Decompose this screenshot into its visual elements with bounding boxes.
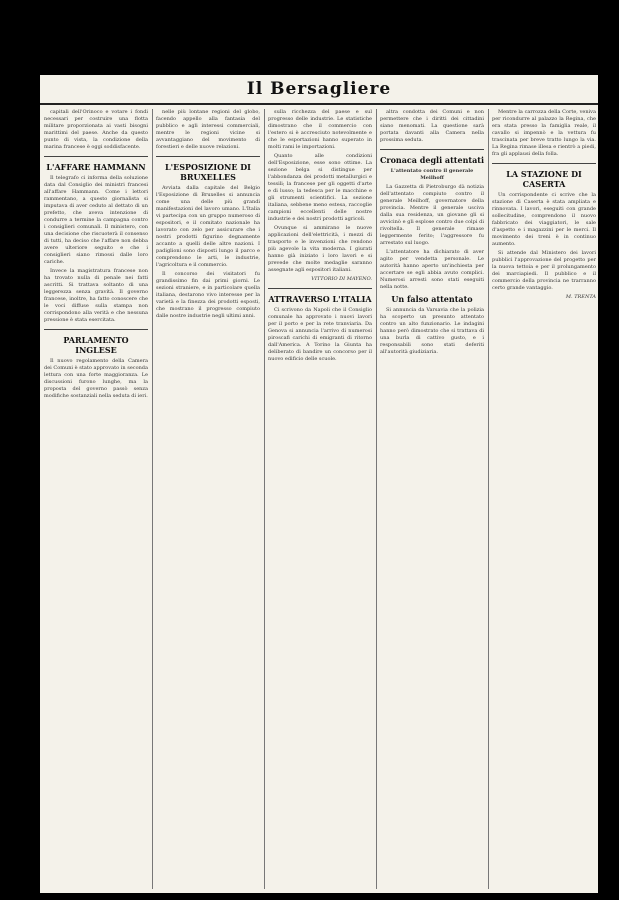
headline-caserta: LA STAZIONE DI CASERTA: [506, 169, 582, 189]
divider: [492, 163, 596, 164]
article-text: Avviata dalla capitale del Belgio l'Esposizione di Bruxelles si annuncia come una delle più grandi manifestazioni del lavoro umano. L'Italia vi partecipa con un gruppo numeroso di espositori, e il comitato nazionale ha lavorato con zelo per assicurare che i nostri prodotti figurino degnamente accanto a quelli delle altre nazioni. I padiglioni sono disposti lungo il parco e comprendono le arti, le industrie, l'agricoltura e il commercio.: [156, 185, 260, 268]
article-text: capitali dell'Orinoco e votare i fondi necessari per costruire una flotta militare proporzionata ai vasti bisogni marittimi del paese. Anche da questo punto di vista, la condizione della marina francese è oggi soddisfacente.: [44, 109, 148, 150]
masthead-title: Il Bersagliere: [246, 79, 392, 99]
article-text: L'attentatore ha dichiarato di aver agito per vendetta personale. Le autorità hanno aperto un'inchiesta per accertare se egli abbia avuto complici. Numerosi arresti sono stati eseguiti nella notte.: [380, 249, 484, 290]
divider: [44, 329, 148, 330]
column-1: [44, 109, 148, 889]
divider: [268, 288, 372, 289]
columns: [44, 109, 594, 889]
article-text: sulla ricchezza del paese e sul progresso delle industrie. Le statistiche dimostrano che il commercio con l'estero si è accresciuto notevolmente e che le esportazioni hanno superato in molti rami le importazioni.: [268, 109, 372, 150]
headline-esposizione: L'ESPOSIZIONE DI BRUXELLES: [165, 162, 251, 182]
article-text: Il telegrafo ci informa della soluzione data dal Consiglio dei ministri francesi all'affare Hammann. Come i lettori rammentano, a questo giornalista si imputava di aver ceduto al dettato di un prefetto, che aveva intenzione di condurre a termine la campagna contro i consiglieri comunali. Il ministero, con una decisione che riscuoterà il consenso di tutti, ha deciso che l'affare non debba avere ulteriore seguito e che i consiglieri siano rimossi dalle loro cariche.: [44, 175, 148, 265]
article-text: Si attende dal Ministero dei lavori pubblici l'approvazione del progetto per la nuova tettoia e per il prolungamento dei marciapiedi. Il pubblico e il commercio della provincia ne trarranno certo grande vantaggio.: [492, 250, 596, 291]
column-3: [268, 109, 372, 889]
newspaper-page: [40, 75, 598, 893]
article-text: altra condotta dei Comuni e non permettere che i diritti dei cittadini siano menomati. La questione sarà portata davanti alla Camera nella prossima seduta.: [380, 109, 484, 143]
headline-italia: ATTRAVERSO L'ITALIA: [268, 294, 372, 304]
article-text: Ci scrivono da Napoli che il Consiglio comunale ha approvato i nuovi lavori per il porto e per la rete tranviaria. Da Genova si annuncia l'arrivo di numerosi piroscafi carichi di emigranti di ritorno dall'America. A Torino la Giunta ha deliberato di bandire un concorso per il nuovo edificio delle scuole.: [268, 307, 372, 362]
column-5: [492, 109, 596, 889]
article-text: Il nuovo regolamento della Camera dei Comuni è stato approvato in seconda lettura con una forte maggioranza. Le discussioni furono lunghe, ma la proposta del governo passò senza modifiche sostanziali nella seduta di ieri.: [44, 358, 148, 399]
headline-falso: Un falso attentato: [391, 294, 473, 304]
column-4: [380, 109, 484, 889]
divider: [44, 156, 148, 157]
headline-affare: L'AFFARE HAMMANN: [46, 162, 146, 172]
column-rule: [376, 109, 377, 889]
subheading: L'attentato contro il generale Meilhoff: [390, 168, 474, 181]
signature: M. TRENTA: [565, 294, 596, 300]
divider: [380, 149, 484, 150]
column-rule: [152, 109, 153, 889]
article-text: Invece la magistratura francese non ha trovato nulla di penale nei fatti ascritti. Si trattava soltanto di una leggerezza senza gravità. Il governo francese, inoltre, ha fatto conoscere che le voci diffuse sulla stampa non corrispondono alla verità e che nessuna pressione è stata esercitata.: [44, 268, 148, 323]
headline-cronaca: Cronaca degli attentati: [380, 155, 484, 165]
article-text: Quanto alle condizioni dell'Esposizione, esse sono ottime. La sezione belga si distingue per l'abbondanza dei prodotti metallurgici e tessili; la francese per gli oggetti d'arte e di lusso; la tedesca per le macchine e gli strumenti scientifici. La sezione italiana, sebbene meno estesa, raccoglie campioni eccellenti delle nostre industrie e dei nostri prodotti agricoli.: [268, 153, 372, 222]
article-text: Il concorso dei visitatori fu grandissimo fin dai primi giorni. Le sezioni straniere, e in particolare quella italiana, destarono vivo interesse per la varietà e la finezza dei prodotti esposti, che mostrano il progresso compiuto dalle nostre industrie negli ultimi anni.: [156, 271, 260, 319]
column-2: [156, 109, 260, 889]
headline-parlamento: PARLAMENTO INGLESE: [63, 335, 129, 355]
article-text: Ovunque si ammirano le nuove applicazioni dell'elettricità, i mezzi di trasporto e le invenzioni che rendono più agevole la vita moderna. I giurati hanno già iniziato i loro lavori e si prevede che molte medaglie saranno assegnate agli espositori italiani.: [268, 225, 372, 273]
article-text: nelle più lontane regioni del globo, facendo appello alla fantasia del pubblico e agli interessi commerciali, mentre le regioni vicine si avvantaggiano del movimento di forestieri e delle nuove relazioni.: [156, 109, 260, 150]
article-text: Si annuncia da Varsavia che la polizia ha scoperto un presunto attentato contro un alto funzionario. Le indagini hanno però dimostrato che si trattava di una burla di cattivo gusto, e i responsabili sono stati deferiti all'autorità giudiziaria.: [380, 307, 484, 355]
signature: VITTORIO DI MAYENO.: [311, 276, 372, 282]
divider: [156, 156, 260, 157]
masthead: [40, 75, 598, 105]
article-text: Mentre la carrozza della Corte, veniva per ricondurre al palazzo la Regina, che era stata presso la famiglia reale, il cavallo si impennò e la vettura fu trascinata per breve tratto lungo la via. La Regina rimase illesa e rientrò a piedi, fra gli applausi della folla.: [492, 109, 596, 157]
column-rule: [264, 109, 265, 889]
article-text: La Gazzetta di Pietroburgo dà notizia dell'attentato compiuto contro il generale Meilhoff, governatore della provincia. Mentre il generale usciva dalla sua residenza, un giovane gli si avvicinò e gli esplose contro due colpi di rivoltella. Il generale rimase leggermente ferito; l'aggressore fu arrestato sul luogo.: [380, 184, 484, 246]
column-rule: [488, 109, 489, 889]
article-text: Un corrispondente ci scrive che la stazione di Caserta è stata ampliata e rinnovata. I lavori, eseguiti con grande sollecitudine, comprendono il nuovo fabbricato dei viaggiatori, le sale d'aspetto e i magazzini per le merci. Il movimento dei treni è in continuo aumento.: [492, 192, 596, 247]
